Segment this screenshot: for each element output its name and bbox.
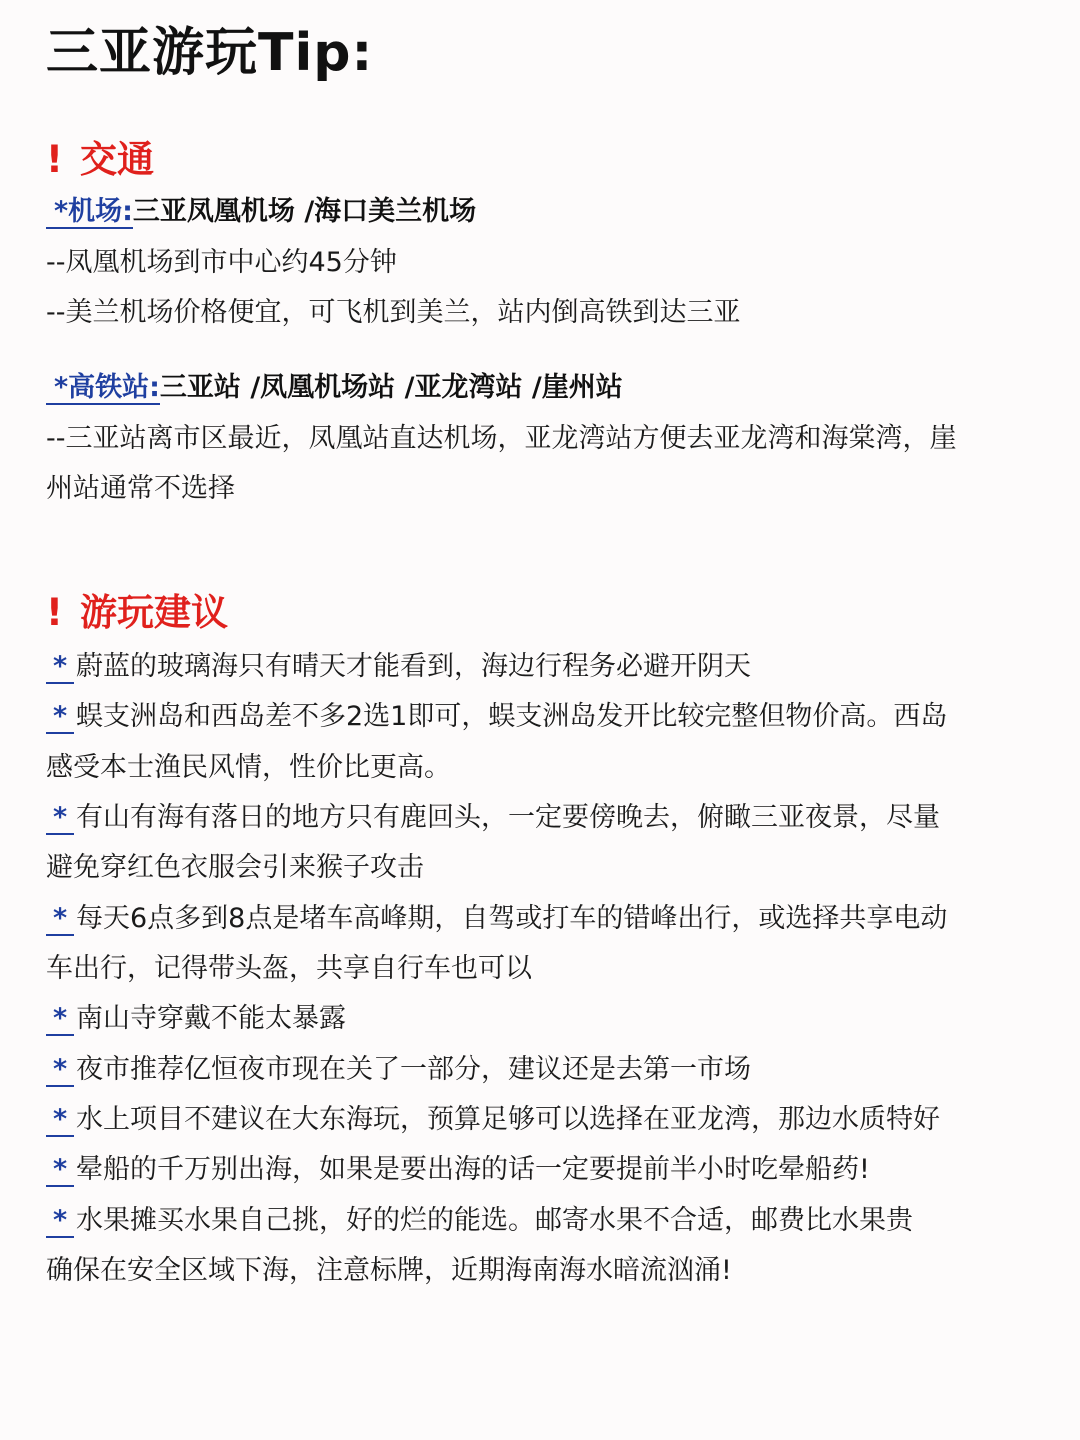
tip-item [46,647,751,687]
tip-text: 南山寺穿戴不能太暴露 [76,1003,346,1034]
asterisk-icon: * [46,702,74,734]
tip-continuation: 车出行，记得带头盔，共享自行车也可以 [46,953,532,984]
section-heading-tips [46,588,228,638]
tip-item [46,1150,870,1190]
airport-heading [46,192,476,232]
rail-note: 州站通常不选择 [46,473,235,504]
rail-note: --三亚站离市区最近，凤凰站直达机场，亚龙湾站方便去亚龙湾和海棠湾，崖 [46,423,957,454]
asterisk-icon: * [46,803,74,835]
airport-note: --美兰机场价格便宜，可飞机到美兰，站内倒高铁到达三亚 [46,297,741,328]
asterisk-icon: * [46,1206,74,1238]
tip-continuation: 确保在安全区域下海，注意标牌，近期海南海水暗流汹涌! [46,1255,732,1286]
asterisk-icon: * [46,904,74,936]
tip-text: 夜市推荐亿恒夜市现在关了一部分，建议还是去第一市场 [76,1054,751,1085]
asterisk-icon: * [46,652,74,684]
tip-item [46,1050,751,1090]
airport-tag: *机场: [46,196,133,229]
rail-value: 三亚站 /凤凰机场站 /亚龙湾站 /崖州站 [159,372,623,403]
tip-text: 每天6点多到8点是堵车高峰期，自驾或打车的错峰出行，或选择共享电动 [76,903,948,934]
rail-tag: *高铁站: [46,372,160,405]
tip-text: 蜈支洲岛和西岛差不多2选1即可，蜈支洲岛发开比较完整但物价高。西岛 [76,701,948,732]
tip-item [46,1100,940,1140]
airport-note: --凤凰机场到市中心约45分钟 [46,247,397,278]
asterisk-icon: * [46,1155,74,1187]
section-title: 游玩建议 [80,591,228,634]
tip-text: 有山有海有落日的地方只有鹿回头，一定要傍晚去，俯瞰三亚夜景，尽量 [76,802,940,833]
airport-value: 三亚凤凰机场 /海口美兰机场 [132,196,477,227]
page-title: 三亚游玩Tip: [46,23,374,83]
asterisk-icon: * [46,1055,74,1087]
tip-item [46,697,947,737]
tip-continuation: 避免穿红色衣服会引来猴子攻击 [46,852,424,883]
section-heading-transport [46,135,154,185]
tip-item [46,999,346,1039]
tip-text: 水果摊买水果自己挑，好的烂的能选。邮寄水果不合适，邮费比水果贵 [76,1205,913,1236]
asterisk-icon: * [46,1105,74,1137]
tip-item [46,899,947,939]
tip-item [46,798,940,838]
exclamation-icon: ! [46,138,63,181]
rail-heading [46,368,623,408]
tip-text: 水上项目不建议在大东海玩，预算足够可以选择在亚龙湾，那边水质特好 [76,1104,940,1135]
asterisk-icon: * [46,1004,74,1036]
tip-text: 蔚蓝的玻璃海只有晴天才能看到，海边行程务必避开阴天 [76,651,751,682]
tip-text: 晕船的千万别出海，如果是要出海的话一定要提前半小时吃晕船药! [76,1154,870,1185]
tip-item [46,1201,913,1241]
exclamation-icon: ! [46,591,63,634]
section-title: 交通 [80,138,154,181]
tip-continuation: 感受本士渔民风情，性价比更高。 [46,752,451,783]
